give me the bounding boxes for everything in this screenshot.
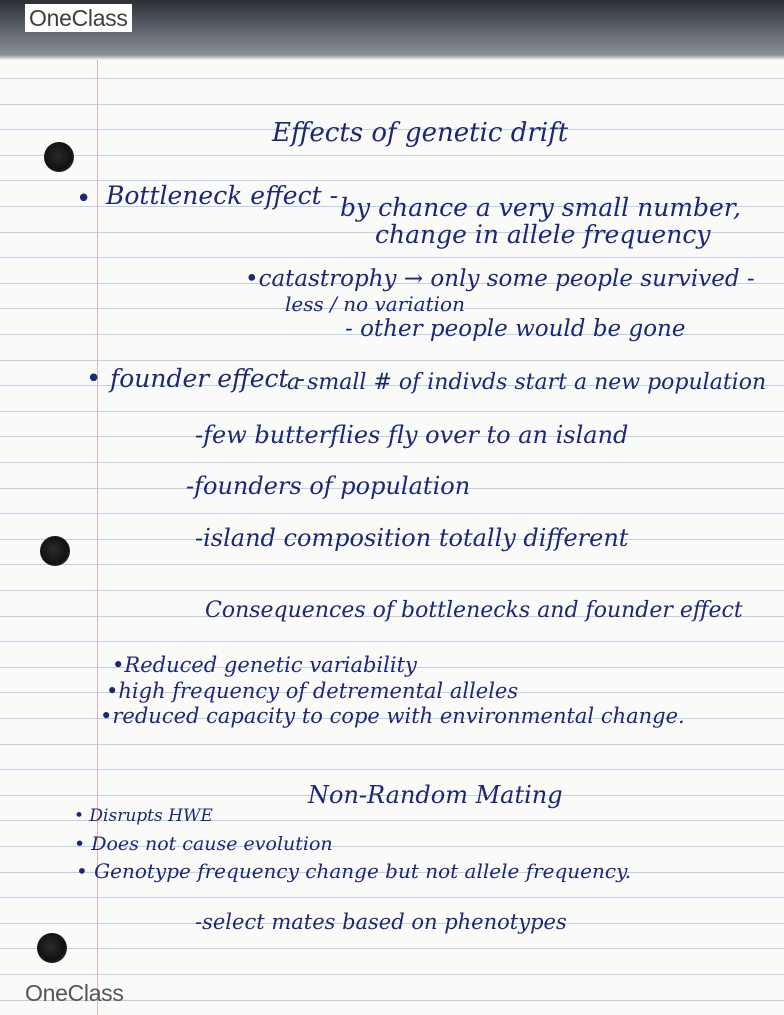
ruled-line <box>0 411 784 412</box>
oneclass-logo-bottom: OneClass <box>25 980 124 1006</box>
ruled-line <box>0 641 784 642</box>
bullet: • <box>86 364 102 394</box>
founder-sub-island: -island composition totally different <box>195 524 629 552</box>
bottleneck-sub-gone: - other people would be gone <box>345 316 686 342</box>
nonrandom-item: • Does not cause evolution <box>74 833 333 855</box>
bottleneck-sub-catastrophy: •catastrophy → only some people survived - <box>245 266 755 292</box>
ruled-line <box>0 462 784 463</box>
nonrandom-item: • Genotype frequency change but not allele frequency. <box>76 859 632 883</box>
bottleneck-sub-variation: less / no variation <box>285 292 465 316</box>
founder-sub-founders: -founders of population <box>186 472 471 500</box>
nonrandom-heading: Non-Random Mating <box>308 781 563 809</box>
founder-definition: a small # of indivds start a new population <box>287 370 767 395</box>
ruled-line <box>0 257 784 258</box>
consequence-item: •reduced capacity to cope with environmental change. <box>100 704 685 728</box>
binder-hole-middle <box>40 536 70 566</box>
consequence-item: •high frequency of detremental alleles <box>106 679 519 703</box>
ruled-line <box>0 513 784 514</box>
notes-title: Effects of genetic drift <box>272 118 569 148</box>
nonrandom-sub-select-mates: -select mates based on phenotypes <box>195 910 567 934</box>
binder-hole-top <box>44 142 74 172</box>
ruled-line <box>0 948 784 949</box>
consequences-heading: Consequences of bottlenecks and founder effect <box>205 598 743 623</box>
nonrandom-item: • Disrupts HWE <box>74 806 213 826</box>
binder-hole-bottom <box>37 933 67 963</box>
ruled-line <box>0 897 784 898</box>
founder-sub-butterflies: -few butterflies fly over to an island <box>195 421 629 449</box>
ruled-line <box>0 564 784 565</box>
ruled-line <box>0 360 784 361</box>
founder-term: founder effect - <box>110 364 305 393</box>
bullet: • <box>76 184 92 214</box>
ruled-line <box>0 78 784 79</box>
ruled-line <box>0 590 784 591</box>
ruled-line <box>0 974 784 975</box>
ruled-line <box>0 155 784 156</box>
bottleneck-definition-line1: by chance a very small number, <box>340 193 741 222</box>
bottleneck-definition-line2: change in allele frequency <box>375 220 711 249</box>
oneclass-logo-top: OneClass <box>25 4 132 32</box>
ruled-line <box>0 769 784 770</box>
bottleneck-term: Bottleneck effect - <box>106 181 339 210</box>
ruled-line <box>0 104 784 105</box>
consequence-item: •Reduced genetic variability <box>112 653 417 677</box>
ruled-line <box>0 744 784 745</box>
